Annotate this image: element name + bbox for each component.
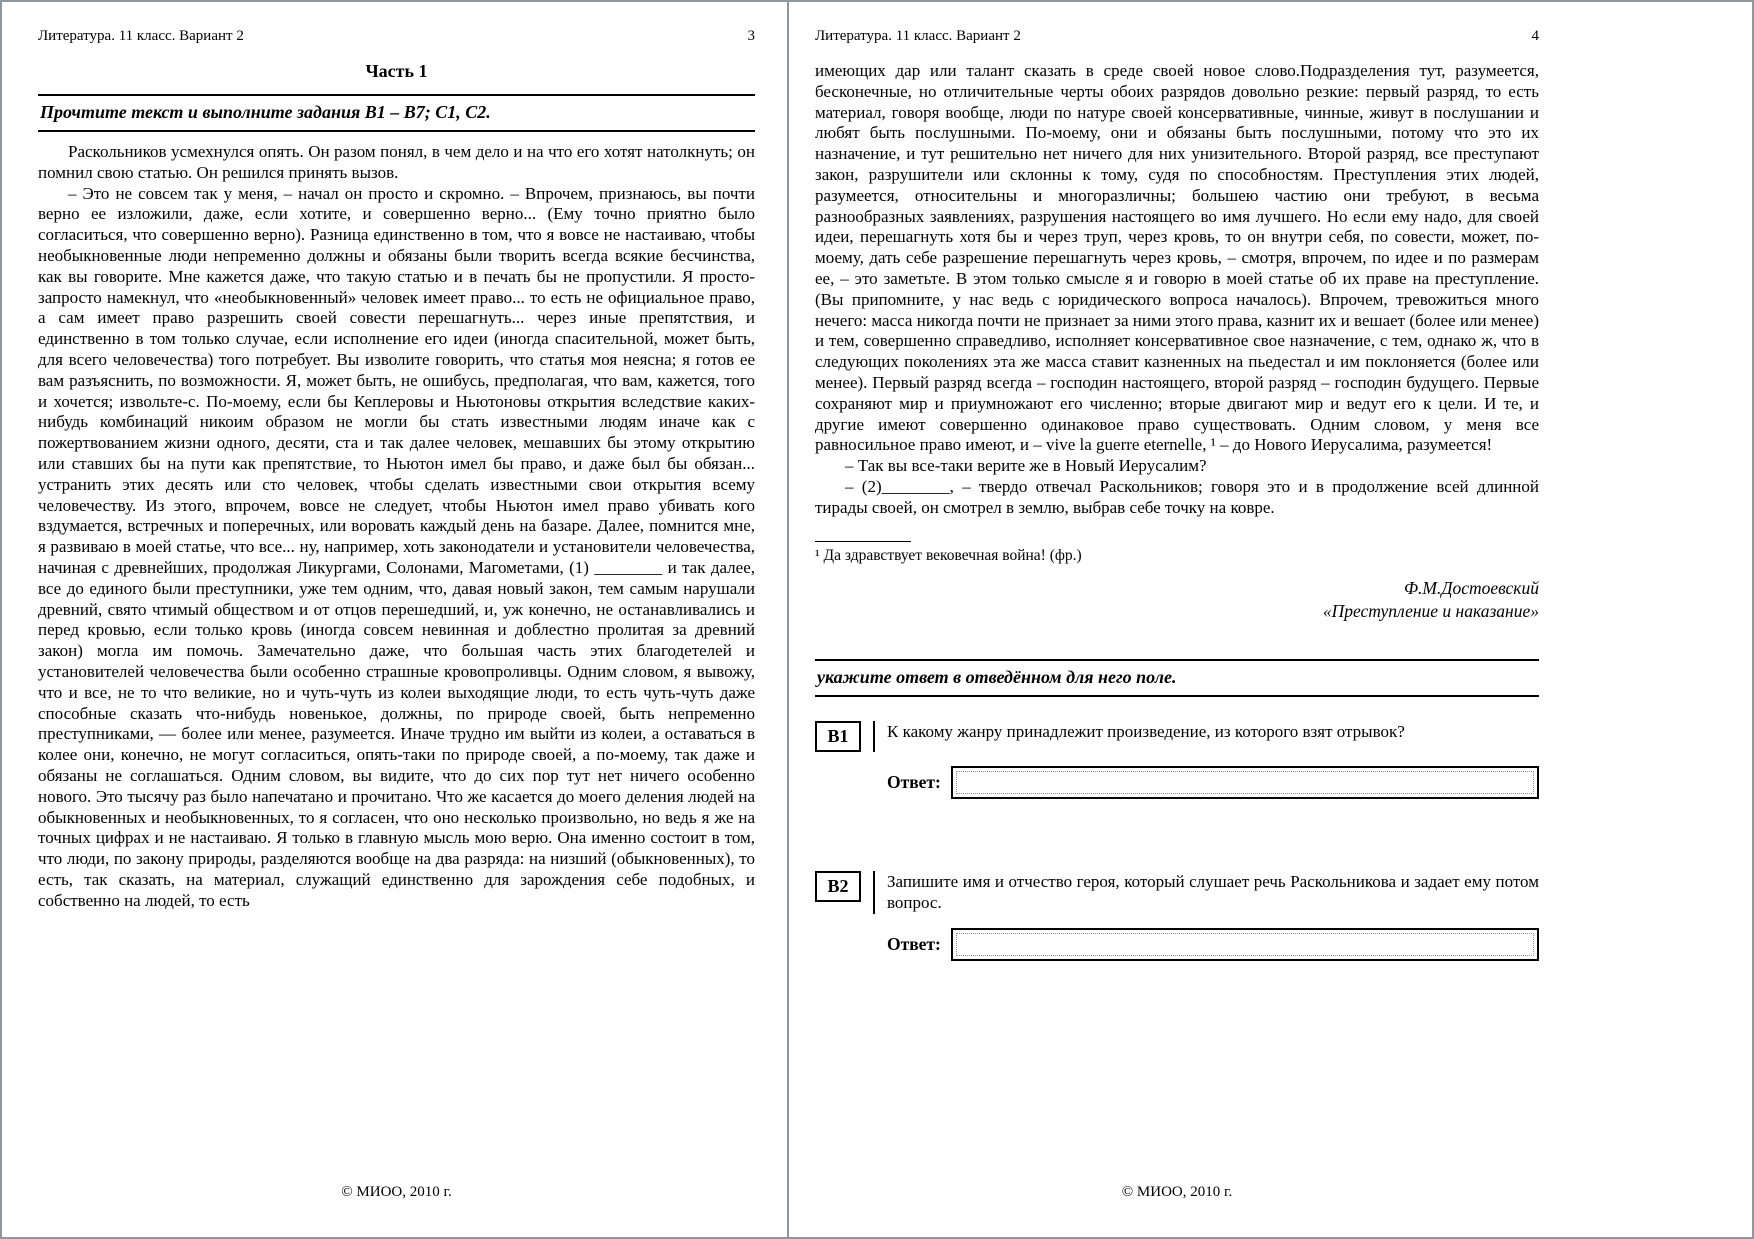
question-text-b2: Запишите имя и отчество героя, который слушает речь Раскольникова и задает ему потом вопрос. <box>887 871 1539 913</box>
question-divider <box>873 721 875 752</box>
answer-field-inner <box>956 933 1534 956</box>
body-paragraph: имеющих дар или талант сказать в среде своей новое слово.Подразделения тут, разумеется, бесконечные, но отличительные черты обоих разрядов довольно резкие: первый разряд, то есть материал, говоря вообще, люди по натуре своей консервативные, чинные, живут в послушании и любят быть послушными. По-моему, они и обязаны быть послушными, потому что это их назначение, и тут решительно нет ничего для них унизительного. Второй разряд, все преступают закон, разрушители или склонны к тому, судя по способностям. Преступления этих людей, разумеется, относительны и многоразличны; большею частию они требуют, в весьма разнообразных заявлениях, разрушения настоящего во имя лучшего. Но если ему надо, для своей идеи, перешагнуть хотя бы и через труп, через кровь, то он внутри себя, по совести, может, по-моему, дать себе разрешение перешагнуть через кровь, – смотря, впрочем, по идее и по размерам ее, – это заметьте. В этом только смысле я и говорю в моей статье об их праве на преступление. (Вы припомните, у нас ведь с юридического вопроса началось). Впрочем, тревожиться много нечего: масса никогда почти не признает за ними этого права, казнит их и вешает (более или менее) и тем, совершенно справедливо, исполняет консервативное свое назначение, с тем, однако ж, что в следующих поколениях эта же масса ставит казненных на пьедестал и им поклоняется (более или менее). Первый разряд всегда – господин настоящего, второй разряд – господин будущего. Первые сохраняют мир и приумножают его численно; вторые двигают мир и ведут его к цели. И те, и другие имеют совершенно одинаковое право существовать. Одним словом, у меня все равносильное право имеют, и – vive la guerre eternelle, ¹ – до Нового Иерусалима, разумеется! <box>815 61 1539 455</box>
dialogue-line: – Так вы все-таки верите же в Новый Иерусалим? <box>845 456 1207 476</box>
answer-label: Ответ: <box>887 771 941 792</box>
footnote: ¹ Да здравствует вековечная война! (фр.) <box>815 546 1082 564</box>
page-content <box>815 28 1539 1237</box>
answer-instruction-block <box>815 659 1539 697</box>
question-label-b1: В1 <box>815 721 861 752</box>
dialogue-line: – (2)________, – твердо отвечал Раскольников; говоря это и в продолжение всей длинной тирады своей, он смотрел в землю, выбрав себе точку на ковре. <box>815 476 1539 517</box>
running-header: Литература. 11 класс. Вариант 2 <box>38 28 244 44</box>
footnote-separator <box>815 541 911 542</box>
rule <box>815 695 1539 697</box>
answer-field-b2[interactable] <box>951 928 1539 961</box>
question-row <box>815 721 1539 752</box>
question-row <box>815 871 1539 914</box>
answer-field-inner <box>956 771 1534 794</box>
body-paragraph: Раскольников усмехнулся опять. Он разом понял, в чем дело и на что его хотят натолкнуть; он помнил свою статью. Он решился принять вызов. <box>38 142 755 182</box>
body-text <box>815 61 1539 519</box>
answer-instruction-text: укажите ответ в отведённом для него поле. <box>817 666 1177 687</box>
question-divider <box>873 871 875 914</box>
body-text <box>38 142 755 911</box>
page-header <box>38 28 755 45</box>
question-b1 <box>815 721 1539 799</box>
answer-row-b2 <box>887 928 1539 961</box>
attribution <box>815 577 1539 623</box>
rule <box>38 130 755 132</box>
body-paragraph: – Это не совсем так у меня, – начал он просто и скромно. – Впрочем, признаюсь, вы почти верно ее изложили, даже, если хотите, и совершенно верно... (Ему точно приятно было согласиться, что совершенно верно). Разница единственно в том, что я вовсе не настаиваю, чтобы необыкновенные люди непременно должны и обязаны были творить всегда всякие бесчинства, как вы говорите. Мне кажется даже, что такую статью и в печать бы не пропустили. Я просто-запросто намекнул, что «необыкновенный» человек имеет право... то есть не официальное право, а сам имеет право разрешить своей совести перешагнуть... через иные препятствия, и единственно в том только случае, если исполнение его идеи (иногда спасительной, может быть, для всего человечества) того потребует. Вы изволите говорить, что статья моя неясна; я готов ее вам разъяснить, по возможности. Я, может быть, не ошибусь, предполагая, что вам, кажется, того и хочется; извольте-с. По-моему, если бы Кеплеровы и Ньютоновы открытия вследствие каких-нибудь комбинаций никоим образом не могли бы стать известными людям иначе как с пожертвованием жизни одного, десяти, ста и так далее человек, мешавших бы этому открытию или ставших бы на пути как препятствие, то Ньютон имел бы право, и даже был бы обязан... устранить этих десять или сто человек, чтобы сделать известными свои открытия всему человечеству. Из этого, впрочем, вовсе не следует, чтобы Ньютон имел право убивать кого вздумается, встречных и поперечных, или воровать каждый день на базаре. Далее, помнится мне, я развиваю в моей статье, что все... ну, например, хоть законодатели и установители человечества, начиная с древнейших, продолжая Ликургами, Солонами, Магометами, (1) ________ и так далее, все до единого были преступники, уже тем одним, что, давая новый закон, тем самым нарушали древний, свято чтимый обществом и от отцов перешедший, и, уж конечно, не останавливались и перед кровью, если только кровь (иногда совсем невинная и доблестно пролитая за древний закон) могла им помочь. Замечательно даже, что большая часть этих благодетелей и установителей человечества были особенно страшные кровопроливцы. Одним словом, я вывожу, что и все, не то что великие, но и чуть-чуть из колеи выходящие люди, то есть чуть-чуть даже способные сказать что-нибудь новенькое, должны, по природе своей, быть непременно преступниками, — более или менее, разумеется. Иначе трудно им выйти из колеи, а оставаться в колее они, конечно, не могут согласиться, опять-таки по природе своей, а по-моему, так даже и обязаны не соглашаться. Одним словом, вы видите, что до сих пор тут нет ничего особенно нового. Это тысячу раз было напечатано и прочитано. Что же касается до моего деления людей на обыкновенных и необыкновенных, то я согласен, что оно несколько произвольно, но ведь я же на точных цифрах и не настаиваю. Я только в главную мысль мою верю. Она именно состоит в том, что люди, по закону природы, разделяются вообще на два разряда: на низший (обыкновенных), то есть, так сказать, на материал, служащий единственно для зарождения себе подобных, и собственно на людей, то есть <box>38 183 755 910</box>
question-label-b2: В2 <box>815 871 861 902</box>
answer-label: Ответ: <box>887 933 941 954</box>
running-header: Литература. 11 класс. Вариант 2 <box>815 28 1021 44</box>
page-footer: © МИОО, 2010 г. <box>1121 1184 1233 1200</box>
attribution-author: Ф.М.Достоевский <box>1403 577 1539 598</box>
question-text-b1: К какому жанру принадлежит произведение, из которого взят отрывок? <box>887 721 1405 741</box>
page-footer: © МИОО, 2010 г. <box>341 1184 452 1200</box>
instruction-block <box>38 94 755 132</box>
page-header <box>815 28 1539 45</box>
question-b2 <box>815 871 1539 961</box>
answer-field-b1[interactable] <box>951 766 1539 799</box>
attribution-work: «Преступление и наказание» <box>1322 600 1539 621</box>
instruction-text: Прочтите текст и выполните задания В1 – В7; С1, С2. <box>40 102 491 122</box>
page-3 <box>2 2 789 1237</box>
answer-row-b1 <box>887 766 1539 799</box>
page-number: 3 <box>747 28 755 44</box>
part-title: Часть 1 <box>365 61 428 81</box>
page-4 <box>789 2 1752 1237</box>
page-number: 4 <box>1531 28 1539 44</box>
